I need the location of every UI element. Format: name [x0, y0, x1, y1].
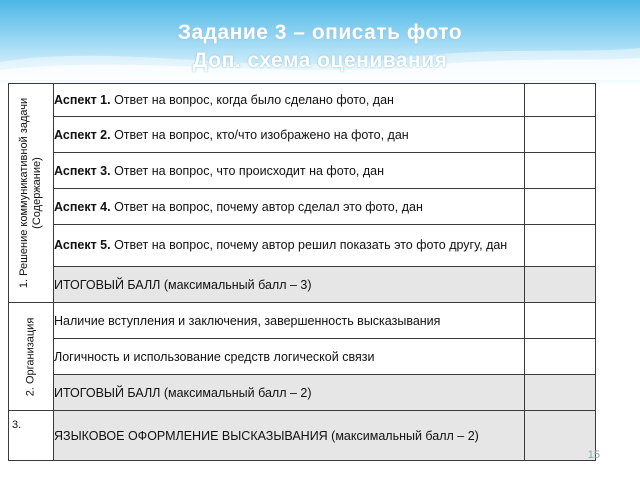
table-row — [9, 117, 596, 153]
assessment-table — [8, 83, 596, 461]
aspect-2-cell: Аспект 2. Ответ на вопрос, кто/что изображено на фото, дан — [54, 117, 525, 153]
section-3-cell — [9, 411, 54, 461]
table-row — [9, 375, 596, 411]
score-cell — [525, 117, 596, 153]
language-row-cell: ЯЗЫКОВОЕ ОФОРМЛЕНИЕ ВЫСКАЗЫВАНИЯ (максимальный балл – 2) — [54, 411, 525, 461]
page-number: 15 — [587, 449, 600, 461]
score-cell — [525, 267, 596, 303]
aspect-4-cell: Аспект 4. Ответ на вопрос, почему автор сделал это фото, дан — [54, 189, 525, 225]
total-1-cell: ИТОГОВЫЙ БАЛЛ (максимальный балл – 3) — [54, 267, 525, 303]
score-cell — [525, 303, 596, 339]
table-row — [9, 84, 596, 117]
score-cell — [525, 411, 596, 461]
score-cell — [525, 225, 596, 267]
total-2-cell: ИТОГОВЫЙ БАЛЛ (максимальный балл – 2) — [54, 375, 525, 411]
score-cell — [525, 375, 596, 411]
table-row — [9, 267, 596, 303]
score-cell — [525, 84, 596, 117]
slide-title-line-2: Доп. схема оценивания — [192, 49, 448, 72]
aspect-5-cell: Аспект 5. Ответ на вопрос, почему автор решил показать это фото другу, дан — [54, 225, 525, 267]
table-row — [9, 153, 596, 189]
table-row — [9, 339, 596, 375]
section-1-label: 1. Решение коммуникативной задачи (Содержание) — [18, 97, 43, 289]
section-1-cell — [9, 84, 54, 303]
section-2-label: 2. Организация — [24, 317, 37, 396]
score-cell — [525, 189, 596, 225]
score-cell — [525, 339, 596, 375]
table-row — [9, 303, 596, 339]
table-row — [9, 411, 596, 461]
score-cell — [525, 153, 596, 189]
org-row-2-cell: Логичность и использование средств логической связи — [54, 339, 525, 375]
section-2-cell — [9, 303, 54, 411]
table-row — [9, 189, 596, 225]
org-row-1-cell: Наличие вступления и заключения, завершенность высказывания — [54, 303, 525, 339]
table-row — [9, 225, 596, 267]
section-3-label: 3. — [12, 419, 22, 431]
aspect-1-cell: Аспект 1. Ответ на вопрос, когда было сделано фото, дан — [54, 84, 525, 117]
slide-title-line-1: Задание 3 – описать фото — [177, 21, 463, 44]
aspect-3-cell: Аспект 3. Ответ на вопрос, что происходит на фото, дан — [54, 153, 525, 189]
